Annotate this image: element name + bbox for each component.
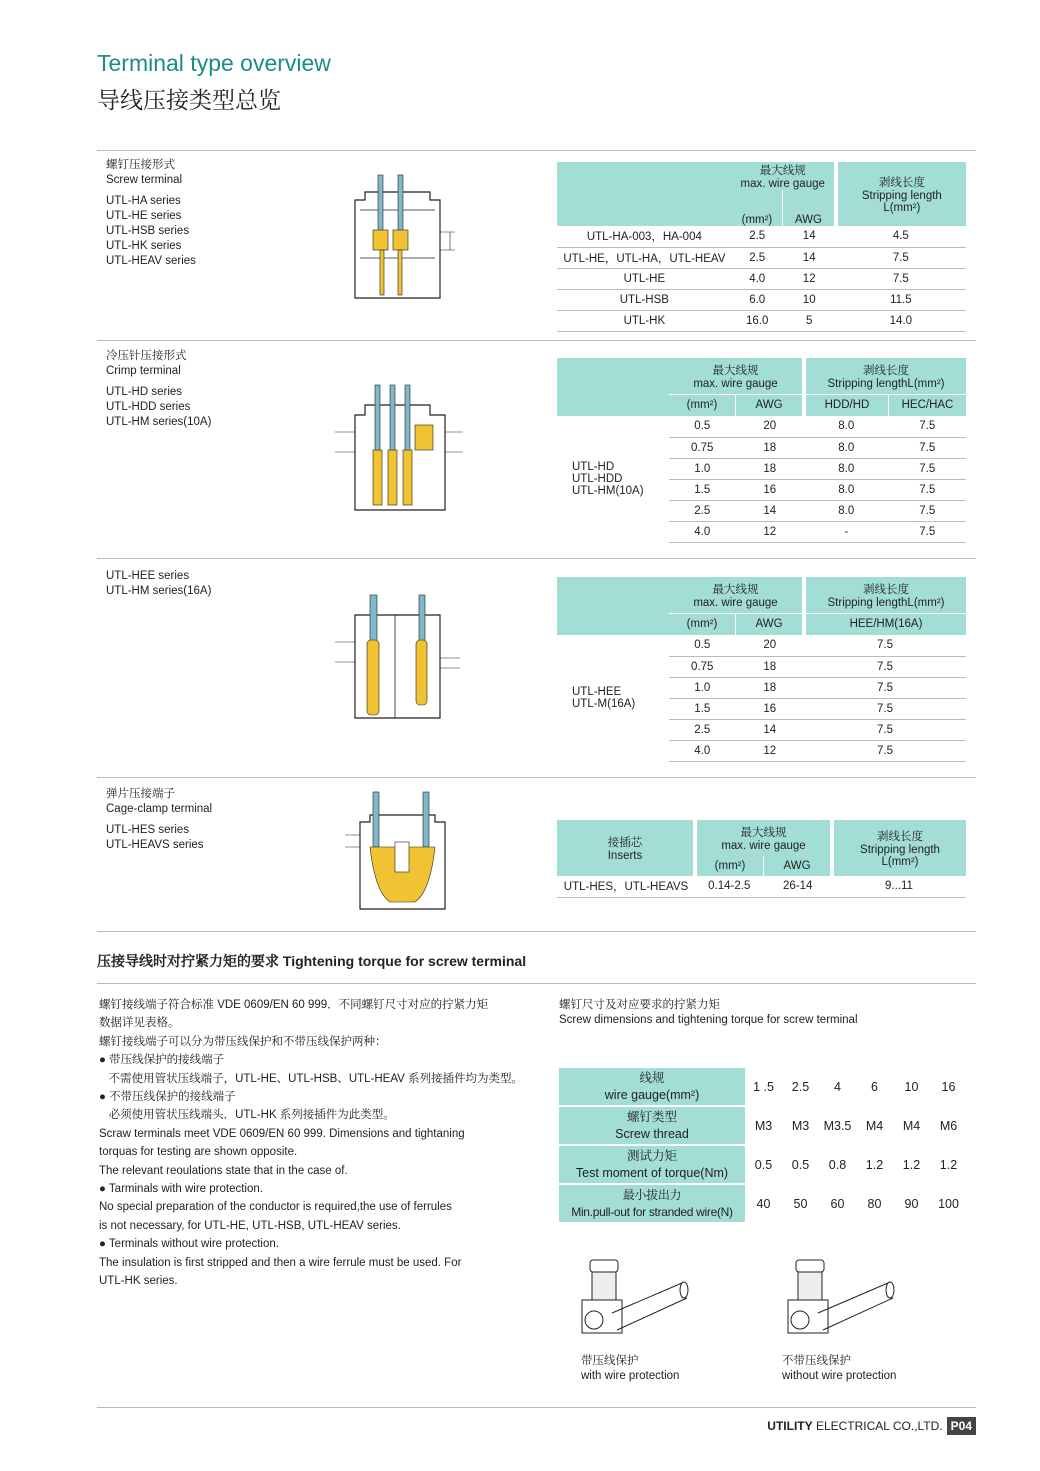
torque-description: 螺钉接线端子符合标准 VDE 0609/EN 60 999．不同螺钉尺寸对应的拧紧力矩 数据详见表格。 螺钉接线端子可以分为带压线保护和不带压线保护两种： ● 带压线保护的接线端子 不需使用管状压线端子，UTL-HE、UTL-HSB、UTL-HEAV 系列接插件均为类型。 ● 不带压线保护的接线端子 必须使用管状压线端头．UTL-HK 系列接插件为此类型。 Scraw terminals meet VDE 0609/EN 60 999. Dimensions and tightaning torquas for testing are shown opposite. The relevant reoulations state that in the case of. ● Tarminals with wire protection. No special preparation of the conductor is required,the use of ferrules is not necessary, for UTL-HE, UTL-HSB, UTL-HEAV series. ● Terminals without wire protection. The insulation is first stripped and then a wire ferrule must be used. For UTL-HK series. <box>99 999 524 1288</box>
screw-with-protection-drawing <box>572 1258 692 1343</box>
divider <box>97 777 976 778</box>
crimp-terminal-drawing <box>335 380 465 515</box>
section-screw-label: 螺钉压接形式 Screw terminal UTL-HA series UTL-HE series UTL-HSB series UTL-HK series UTL-HEAV series <box>106 159 196 267</box>
cage-clamp-drawing <box>345 787 460 912</box>
cage-clamp-table: 接插芯 Inserts 最大线规 max. wire gauge 剥线长度 Stripping length L(mm²) (mm²) AWG UTL-HES，UTL-HEAVS 0.14-2.5 26-14 9...11 <box>557 820 966 898</box>
hee-terminal-table: 最大线规 max. wire gauge 剥线长度 Stripping lengthL(mm²) (mm²) AWG HEE/HM(16A) UTL-HEE UTL-M(16A) 0.5 20 7.5 0.75 18 7.5 1.0 18 7.5 1.5 16 7.5 2.5 14 7.5 4.0 12 7.5 <box>557 577 966 762</box>
divider <box>97 1407 976 1408</box>
crimp-terminal-table: 最大线规 max. wire gauge 剥线长度 Stripping lengthL(mm²) (mm²) AWG HDD/HD HEC/HAC UTL-HD UTL-HDD UTL-HM(10A) 0.5 20 8.0 7.5 0.75 18 8.0 7.5 1.0 18 8.0 7.5 1.5 16 8.0 7.5 2.5 14 8.0 7.5 4.0 12 - 7.5 <box>557 358 966 543</box>
page-number: P04 <box>947 1417 976 1435</box>
page-title-cn: 导线压接类型总览 <box>97 87 281 113</box>
hee-terminal-drawing <box>335 590 465 720</box>
divider <box>97 983 976 984</box>
section-crimp-label: 冷压针压接形式 Crimp terminal UTL-HD series UTL-HDD series UTL-HM series(10A) <box>106 350 212 428</box>
screw-terminal-table: 最大线规 max. wire gauge 剥线长度 Stripping length L(mm²) (mm²) AWG UTL-HA-003，HA-004 2.5 14 4.5 UTL-HE，UTL-HA，UTL-HEAV 2.5 14 7.5 UTL-HE 4.0 12 7.5 UTL-HSB 6.0 10 11.5 UTL-HK 16.0 5 14.0 <box>557 162 966 332</box>
caption-with-protection: 带压线保护 with wire protection <box>581 1355 680 1382</box>
divider <box>97 150 976 151</box>
torque-table-caption: 螺钉尺寸及对应要求的拧紧力矩 Screw dimensions and tightening torque for screw terminal <box>559 999 858 1026</box>
screw-without-protection-drawing <box>778 1258 898 1343</box>
divider <box>97 558 976 559</box>
torque-section-title: 压接导线时对拧紧力矩的要求 Tightening torque for screw terminal <box>97 953 527 969</box>
divider <box>97 340 976 341</box>
torque-table: 线规 wire gauge(mm²) 1 .5 2.5 4 6 10 16 螺钉类型 Screw thread M3 M3 M3.5 M4 M4 M6 测试力矩 Test moment of torque(Nm) 0.5 0.5 0.8 1.2 1.2 1.2 最小拔出力 Min.pull-out for stranded wire(N) 40 50 60 80 90 100 <box>559 1066 967 1224</box>
page-title-en: Terminal type overview <box>97 50 331 76</box>
screw-terminal-drawing <box>340 170 460 302</box>
divider <box>97 931 976 932</box>
caption-without-protection: 不带压线保护 without wire protection <box>782 1355 897 1382</box>
footer <box>767 1417 976 1435</box>
footer-brand: UTILITY <box>767 1419 813 1433</box>
section-cage-label: 弹片压接端子 Cage-clamp terminal UTL-HES series UTL-HEAVS series <box>106 788 213 851</box>
footer-company: ELECTRICAL CO.,LTD. <box>812 1419 943 1433</box>
section-hee-label: UTL-HEE series UTL-HM series(16A) <box>106 570 212 597</box>
